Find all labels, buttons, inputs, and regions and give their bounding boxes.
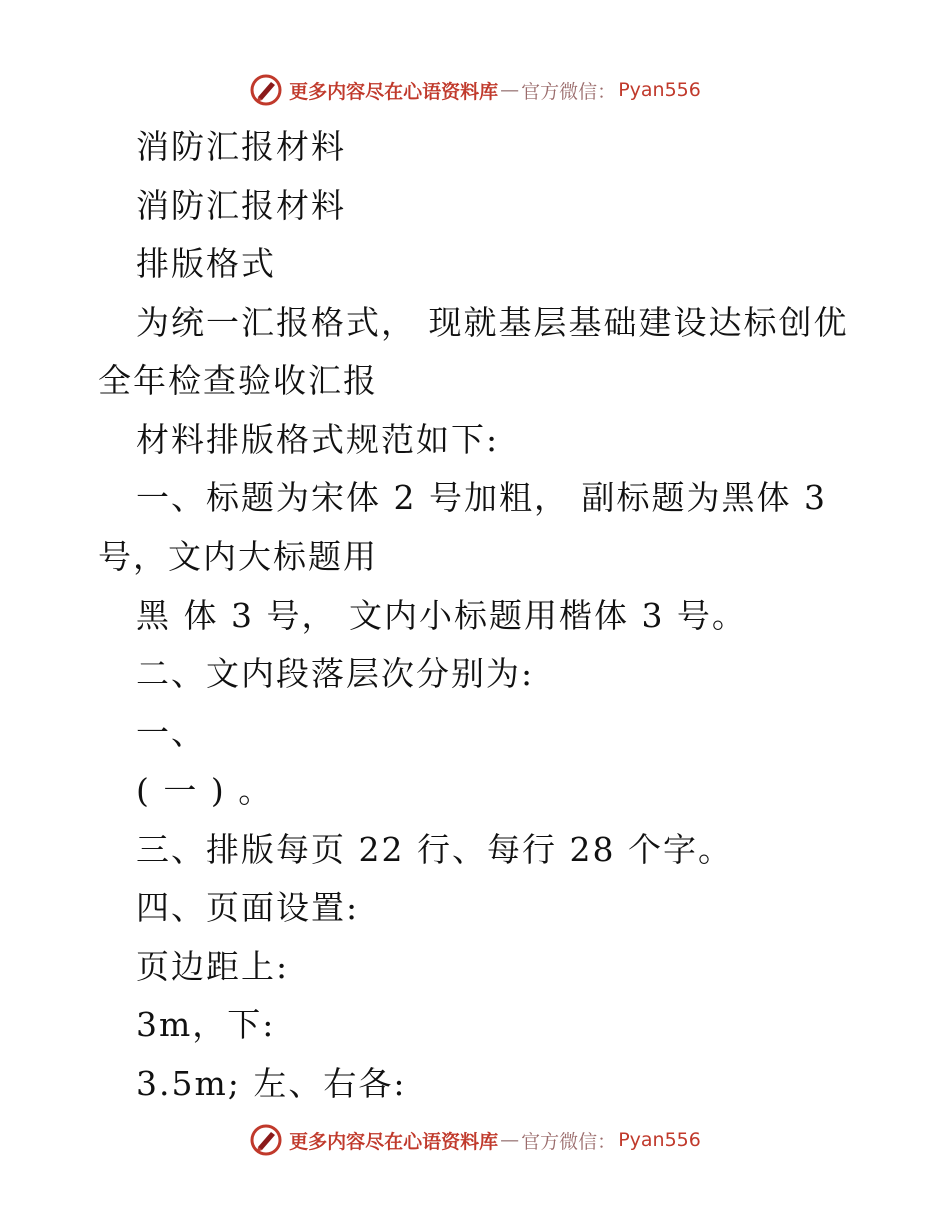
doc-line: 四、页面设置:: [136, 888, 360, 927]
doc-line: 全年检查验收汇报: [98, 361, 378, 400]
watermark-wechat-label: 官方微信：: [521, 80, 617, 103]
doc-line: 三、排版每页 22 行、每行 28 个字。: [136, 830, 733, 869]
doc-line: 黑 体 3 号， 文内小标题用楷体 3 号。: [136, 596, 747, 635]
doc-line: 消防汇报材料: [136, 127, 346, 166]
doc-line: 页边距上:: [136, 947, 290, 986]
pen-logo-icon: [249, 1123, 283, 1157]
doc-line: 一、标题为宋体 2 号加粗， 副标题为黑体 3: [136, 478, 827, 517]
watermark-wechat-id: Pyan556: [618, 1129, 701, 1151]
header-watermark: [0, 70, 950, 110]
doc-line: 排版格式: [136, 244, 276, 283]
watermark-wechat-id: Pyan556: [618, 79, 701, 101]
doc-line: 3m，下:: [136, 1005, 276, 1044]
doc-line: 号，文内大标题用: [98, 537, 378, 576]
watermark-wechat-label: 官方微信：: [521, 1130, 617, 1153]
pen-logo-icon: [249, 73, 283, 107]
doc-line: 一、: [136, 713, 206, 752]
doc-line: 3.5m; 左、右各:: [136, 1064, 407, 1103]
doc-line: 二、文内段落层次分别为:: [136, 654, 535, 693]
doc-line: 消防汇报材料: [136, 186, 346, 225]
footer-watermark: [0, 1120, 950, 1160]
doc-line: 为统一汇报格式， 现就基层基础建设达标创优: [136, 303, 849, 342]
watermark-title: 更多内容尽在心语资料库: [289, 1130, 499, 1153]
watermark-dash: —: [500, 1129, 520, 1151]
watermark-dash: —: [500, 79, 520, 101]
doc-line: ( 一 ) 。: [136, 771, 274, 810]
doc-line: 材料排版格式规范如下:: [136, 420, 500, 459]
watermark-title: 更多内容尽在心语资料库: [289, 80, 499, 103]
